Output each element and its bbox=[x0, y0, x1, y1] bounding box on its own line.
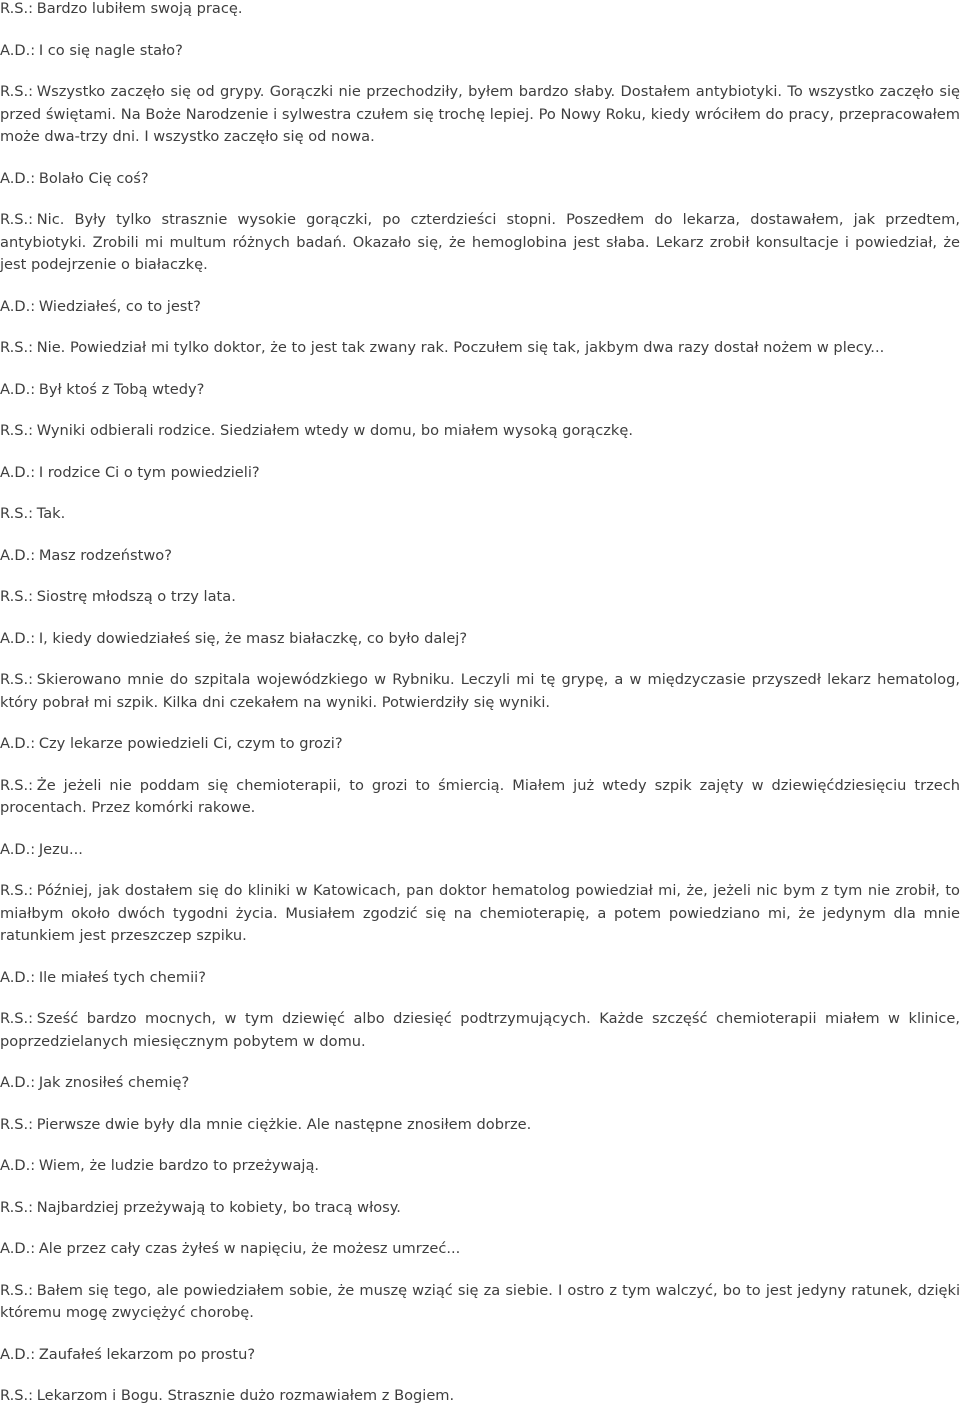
paragraph-text: I rodzice Ci o tym powiedzieli? bbox=[38, 463, 260, 481]
interview-paragraph bbox=[0, 1197, 960, 1220]
paragraph-text: Wyniki odbierali rodzice. Siedziałem wtedy w domu, bo miałem wysoką gorączkę. bbox=[36, 422, 633, 439]
interview-paragraph bbox=[0, 379, 960, 402]
interview-paragraph bbox=[0, 503, 960, 526]
interview-paragraph bbox=[0, 40, 960, 63]
speaker-label: R.S.: bbox=[0, 211, 34, 228]
interview-paragraph bbox=[0, 880, 960, 948]
paragraph-text: Jak znosiłeś chemię? bbox=[38, 1074, 190, 1091]
interview-paragraph bbox=[0, 669, 960, 714]
interview-paragraph bbox=[0, 1385, 960, 1408]
paragraph-text: Zaufałeś lekarzom po prostu? bbox=[38, 1345, 256, 1363]
paragraph-text: Tak. bbox=[36, 505, 66, 522]
paragraph-text: I co się nagle stało? bbox=[38, 41, 183, 59]
paragraph-text: Ile miałeś tych chemii? bbox=[38, 968, 206, 986]
interview-paragraph bbox=[0, 1008, 960, 1053]
interview-paragraph bbox=[0, 462, 960, 485]
interview-paragraph bbox=[0, 967, 960, 990]
paragraph-text: Bolało Cię coś? bbox=[38, 169, 149, 187]
speaker-label: R.S.: bbox=[0, 422, 34, 439]
interview-paragraph bbox=[0, 1344, 960, 1367]
interview-paragraph bbox=[0, 1072, 960, 1095]
speaker-label: A.D.: bbox=[0, 546, 36, 564]
interview-paragraph bbox=[0, 209, 960, 277]
paragraph-text: Był ktoś z Tobą wtedy? bbox=[38, 380, 205, 398]
paragraph-text: Jezu... bbox=[38, 840, 83, 858]
speaker-label: R.S.: bbox=[0, 1198, 34, 1216]
interview-paragraph bbox=[0, 1155, 960, 1178]
speaker-label: R.S.: bbox=[0, 1387, 34, 1404]
paragraph-text: Siostrę młodszą o trzy lata. bbox=[36, 588, 236, 605]
interview-paragraph bbox=[0, 337, 960, 360]
speaker-label: A.D.: bbox=[0, 297, 36, 315]
paragraph-text: Sześć bardzo mocnych, w tym dziewięć albo dziesięć podtrzymujących. Każde szczęść chemioterapii miałem w klinice, poprzedzielanych miesięcznym pobytem w domu. bbox=[0, 1010, 960, 1050]
paragraph-text: Nic. Były tylko strasznie wysokie gorączki, po czterdzieści stopni. Poszedłem do lekarza, dostawałem, jak przedtem, antybiotyki. Zrobili mi multum różnych badań. Okazało się, że hemoglobina jest słaba. Lekarz zrobił konsultacje i powiedział, że jest podejrzenie o białaczkę. bbox=[0, 211, 960, 273]
interview-paragraph bbox=[0, 168, 960, 191]
speaker-label: A.D.: bbox=[0, 1157, 36, 1174]
paragraph-text: Ale przez cały czas żyłeś w napięciu, że możesz umrzeć... bbox=[38, 1240, 461, 1257]
interview-paragraph bbox=[0, 1114, 960, 1137]
speaker-label: A.D.: bbox=[0, 735, 36, 752]
paragraph-text: Wszystko zaczęło się od grypy. Gorączki nie przechodziły, byłem bardzo słaby. Dostałem antybiotyki. To wszystko zaczęło się przed świętami. Na Boże Narodzenie i sylwestra czułem się trochę lepiej. Po Nowy Roku, kiedy wróciłem do pracy, przepracowałem może dwa-trzy dni. I wszystko zaczęło się od nowa. bbox=[0, 83, 960, 145]
speaker-label: A.D.: bbox=[0, 629, 36, 647]
paragraph-text: Lekarzom i Bogu. Strasznie dużo rozmawiałem z Bogiem. bbox=[36, 1387, 455, 1404]
interview-paragraph bbox=[0, 628, 960, 651]
paragraph-text: Że jeżeli nie poddam się chemioterapii, to grozi to śmiercią. Miałem już wtedy szpik zajęty w dziewięćdziesięciu trzech procentach. Przez komórki rakowe. bbox=[0, 776, 960, 816]
interview-paragraph bbox=[0, 1280, 960, 1325]
speaker-label: A.D.: bbox=[0, 380, 36, 398]
speaker-label: A.D.: bbox=[0, 968, 36, 986]
paragraph-text: Skierowano mnie do szpitala wojewódzkiego w Rybniku. Leczyli mi tę grypę, a w międzyczasie przyszedł lekarz hematolog, który pobrał mi szpik. Kilka dni czekałem na wyniki. Potwierdziły się wyniki. bbox=[0, 671, 960, 711]
paragraph-text: Później, jak dostałem się do kliniki w Katowicach, pan doktor hematolog powiedział mi, że, jeżeli nic bym z tym nie zrobił, to miałbym około dwóch tygodni życia. Musiałem zgodzić się na chemioterapię, a potem powiedziano mi, że jedynym dla mnie ratunkiem jest przeszczep szpiku. bbox=[0, 882, 960, 944]
speaker-label: R.S.: bbox=[0, 588, 34, 605]
interview-paragraph bbox=[0, 1238, 960, 1261]
interview-paragraph bbox=[0, 296, 960, 319]
interview-paragraph bbox=[0, 839, 960, 862]
interview-paragraph bbox=[0, 0, 960, 21]
paragraph-text: Wiedziałeś, co to jest? bbox=[38, 297, 201, 315]
speaker-label: R.S.: bbox=[0, 505, 34, 522]
interview-paragraph bbox=[0, 775, 960, 820]
speaker-label: R.S.: bbox=[0, 339, 34, 356]
speaker-label: R.S.: bbox=[0, 776, 34, 794]
paragraph-text: Nie. Powiedział mi tylko doktor, że to jest tak zwany rak. Poczułem się tak, jakbym dwa razy dostał nożem w plecy... bbox=[36, 339, 885, 356]
paragraph-text: Pierwsze dwie były dla mnie ciężkie. Ale następne znosiłem dobrze. bbox=[36, 1115, 532, 1133]
speaker-label: R.S.: bbox=[0, 0, 34, 17]
paragraph-text: I, kiedy dowiedziałeś się, że masz białaczkę, co było dalej? bbox=[38, 629, 468, 647]
speaker-label: A.D.: bbox=[0, 840, 36, 858]
speaker-label: R.S.: bbox=[0, 83, 34, 100]
speaker-label: R.S.: bbox=[0, 671, 34, 688]
speaker-label: A.D.: bbox=[0, 41, 36, 59]
speaker-label: R.S.: bbox=[0, 1115, 34, 1133]
paragraph-text: Najbardziej przeżywają to kobiety, bo tracą włosy. bbox=[36, 1198, 401, 1216]
interview-paragraph bbox=[0, 81, 960, 149]
speaker-label: R.S.: bbox=[0, 882, 34, 899]
speaker-label: R.S.: bbox=[0, 1010, 34, 1027]
interview-paragraph bbox=[0, 420, 960, 443]
speaker-label: A.D.: bbox=[0, 1074, 36, 1091]
speaker-label: R.S.: bbox=[0, 1281, 34, 1299]
paragraph-text: Wiem, że ludzie bardzo to przeżywają. bbox=[38, 1157, 320, 1174]
interview-paragraph bbox=[0, 733, 960, 756]
paragraph-text: Masz rodzeństwo? bbox=[38, 546, 172, 564]
paragraph-text: Bardzo lubiłem swoją pracę. bbox=[36, 0, 243, 17]
speaker-label: A.D.: bbox=[0, 1240, 36, 1257]
interview-paragraph bbox=[0, 586, 960, 609]
speaker-label: A.D.: bbox=[0, 169, 36, 187]
paragraph-text: Bałem się tego, ale powiedziałem sobie, że muszę wziąć się za siebie. I ostro z tym walczyć, bo to jest jedyny ratunek, dzięki któremu mogę zwyciężyć chorobę. bbox=[0, 1281, 960, 1321]
speaker-label: A.D.: bbox=[0, 463, 36, 481]
speaker-label: A.D.: bbox=[0, 1345, 36, 1363]
paragraph-text: Czy lekarze powiedzieli Ci, czym to grozi? bbox=[38, 735, 343, 752]
interview-paragraph bbox=[0, 545, 960, 568]
